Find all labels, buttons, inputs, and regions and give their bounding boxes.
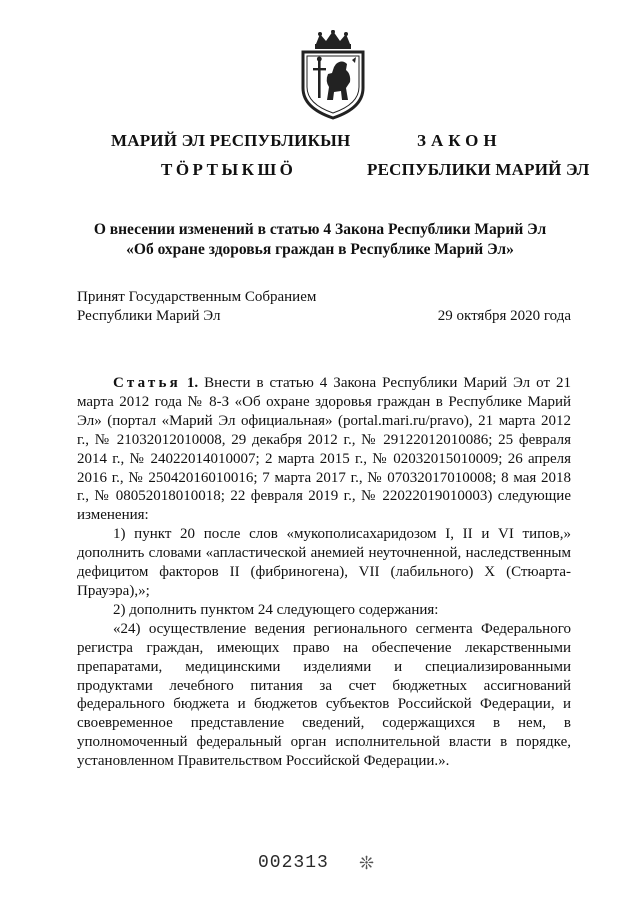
article-item-2: 2) дополнить пунктом 24 следующего содержания: — [113, 601, 439, 618]
article-item-1: 1) пункт 20 после слов «мукополисахаридозом I, II и VI типов,» дополнить словами «апластической анемией неуточненной, наследственным дефицитом факторов II (фибриногена), VII (лабильного) X (Стюарта-Прауэра),»; — [77, 526, 571, 599]
footer-ornament-icon: ❊ — [359, 853, 375, 873]
article-body — [77, 374, 571, 771]
mari-el-coat-of-arms-icon — [296, 30, 370, 120]
header-right-line2: РЕСПУБЛИКИ МАРИЙ ЭЛ — [367, 160, 590, 179]
header-right-line1: ЗАКОН — [417, 131, 502, 150]
article-label: Статья — [113, 375, 181, 391]
document-title-line2: «Об охране здоровья граждан в Республике Марий Эл» — [126, 241, 514, 258]
article-number: 1. — [186, 375, 199, 391]
adoption-line1: Принят Государственным Собранием — [77, 289, 317, 305]
article-intro-text: Внести в статью 4 Закона Республики Марий Эл от 21 марта 2012 года № 8-З «Об охране здоровья граждан в Республике Марий Эл» (портал «Марий Эл официальная» (portal.mari.ru/pravo), 21 марта 2012 г., № 21032012010008, 29 декабря 2012 г., № 29122012010086; 25 февраля 2014 г., № 24022014010007; 2 марта 2015 г., № 02032015010009; 26 апреля 2016 г., № 25042016010016; 7 марта 2017 г., № 07032017010008; 8 мая 2018 г., № 08052018010018; 22 февраля 2019 г., № 22022019010003) следующие изменения: — [77, 375, 572, 524]
document-serial-number: 002313 — [258, 853, 329, 873]
article-item-3: «24) осуществление ведения регионального сегмента Федерального регистра граждан, имеющих право на обеспечение лекарственными препаратами, медицинскими изделиями и специализированными продуктами лечебного питания за счет бюджетных ассигнований федерального бюджета и бюджетов субъектов Российской Федерации, и своевременное представление сведений, содержащихся в нем, в уполномоченный федеральный орган исполнительной власти в порядке, установленном Правительством Российской Федерации.». — [77, 620, 571, 770]
header-left-line2: ТӦРТЫКШӦ — [161, 160, 297, 179]
header-left-line1: МАРИЙ ЭЛ РЕСПУБЛИКЫН — [111, 131, 351, 150]
adoption-line2: Республики Марий Эл — [77, 308, 221, 324]
document-title-line1: О внесении изменений в статью 4 Закона Республики Марий Эл — [93, 221, 547, 238]
adoption-date: 29 октября 2020 года — [437, 308, 571, 324]
article-intro-paragraph — [77, 374, 571, 525]
